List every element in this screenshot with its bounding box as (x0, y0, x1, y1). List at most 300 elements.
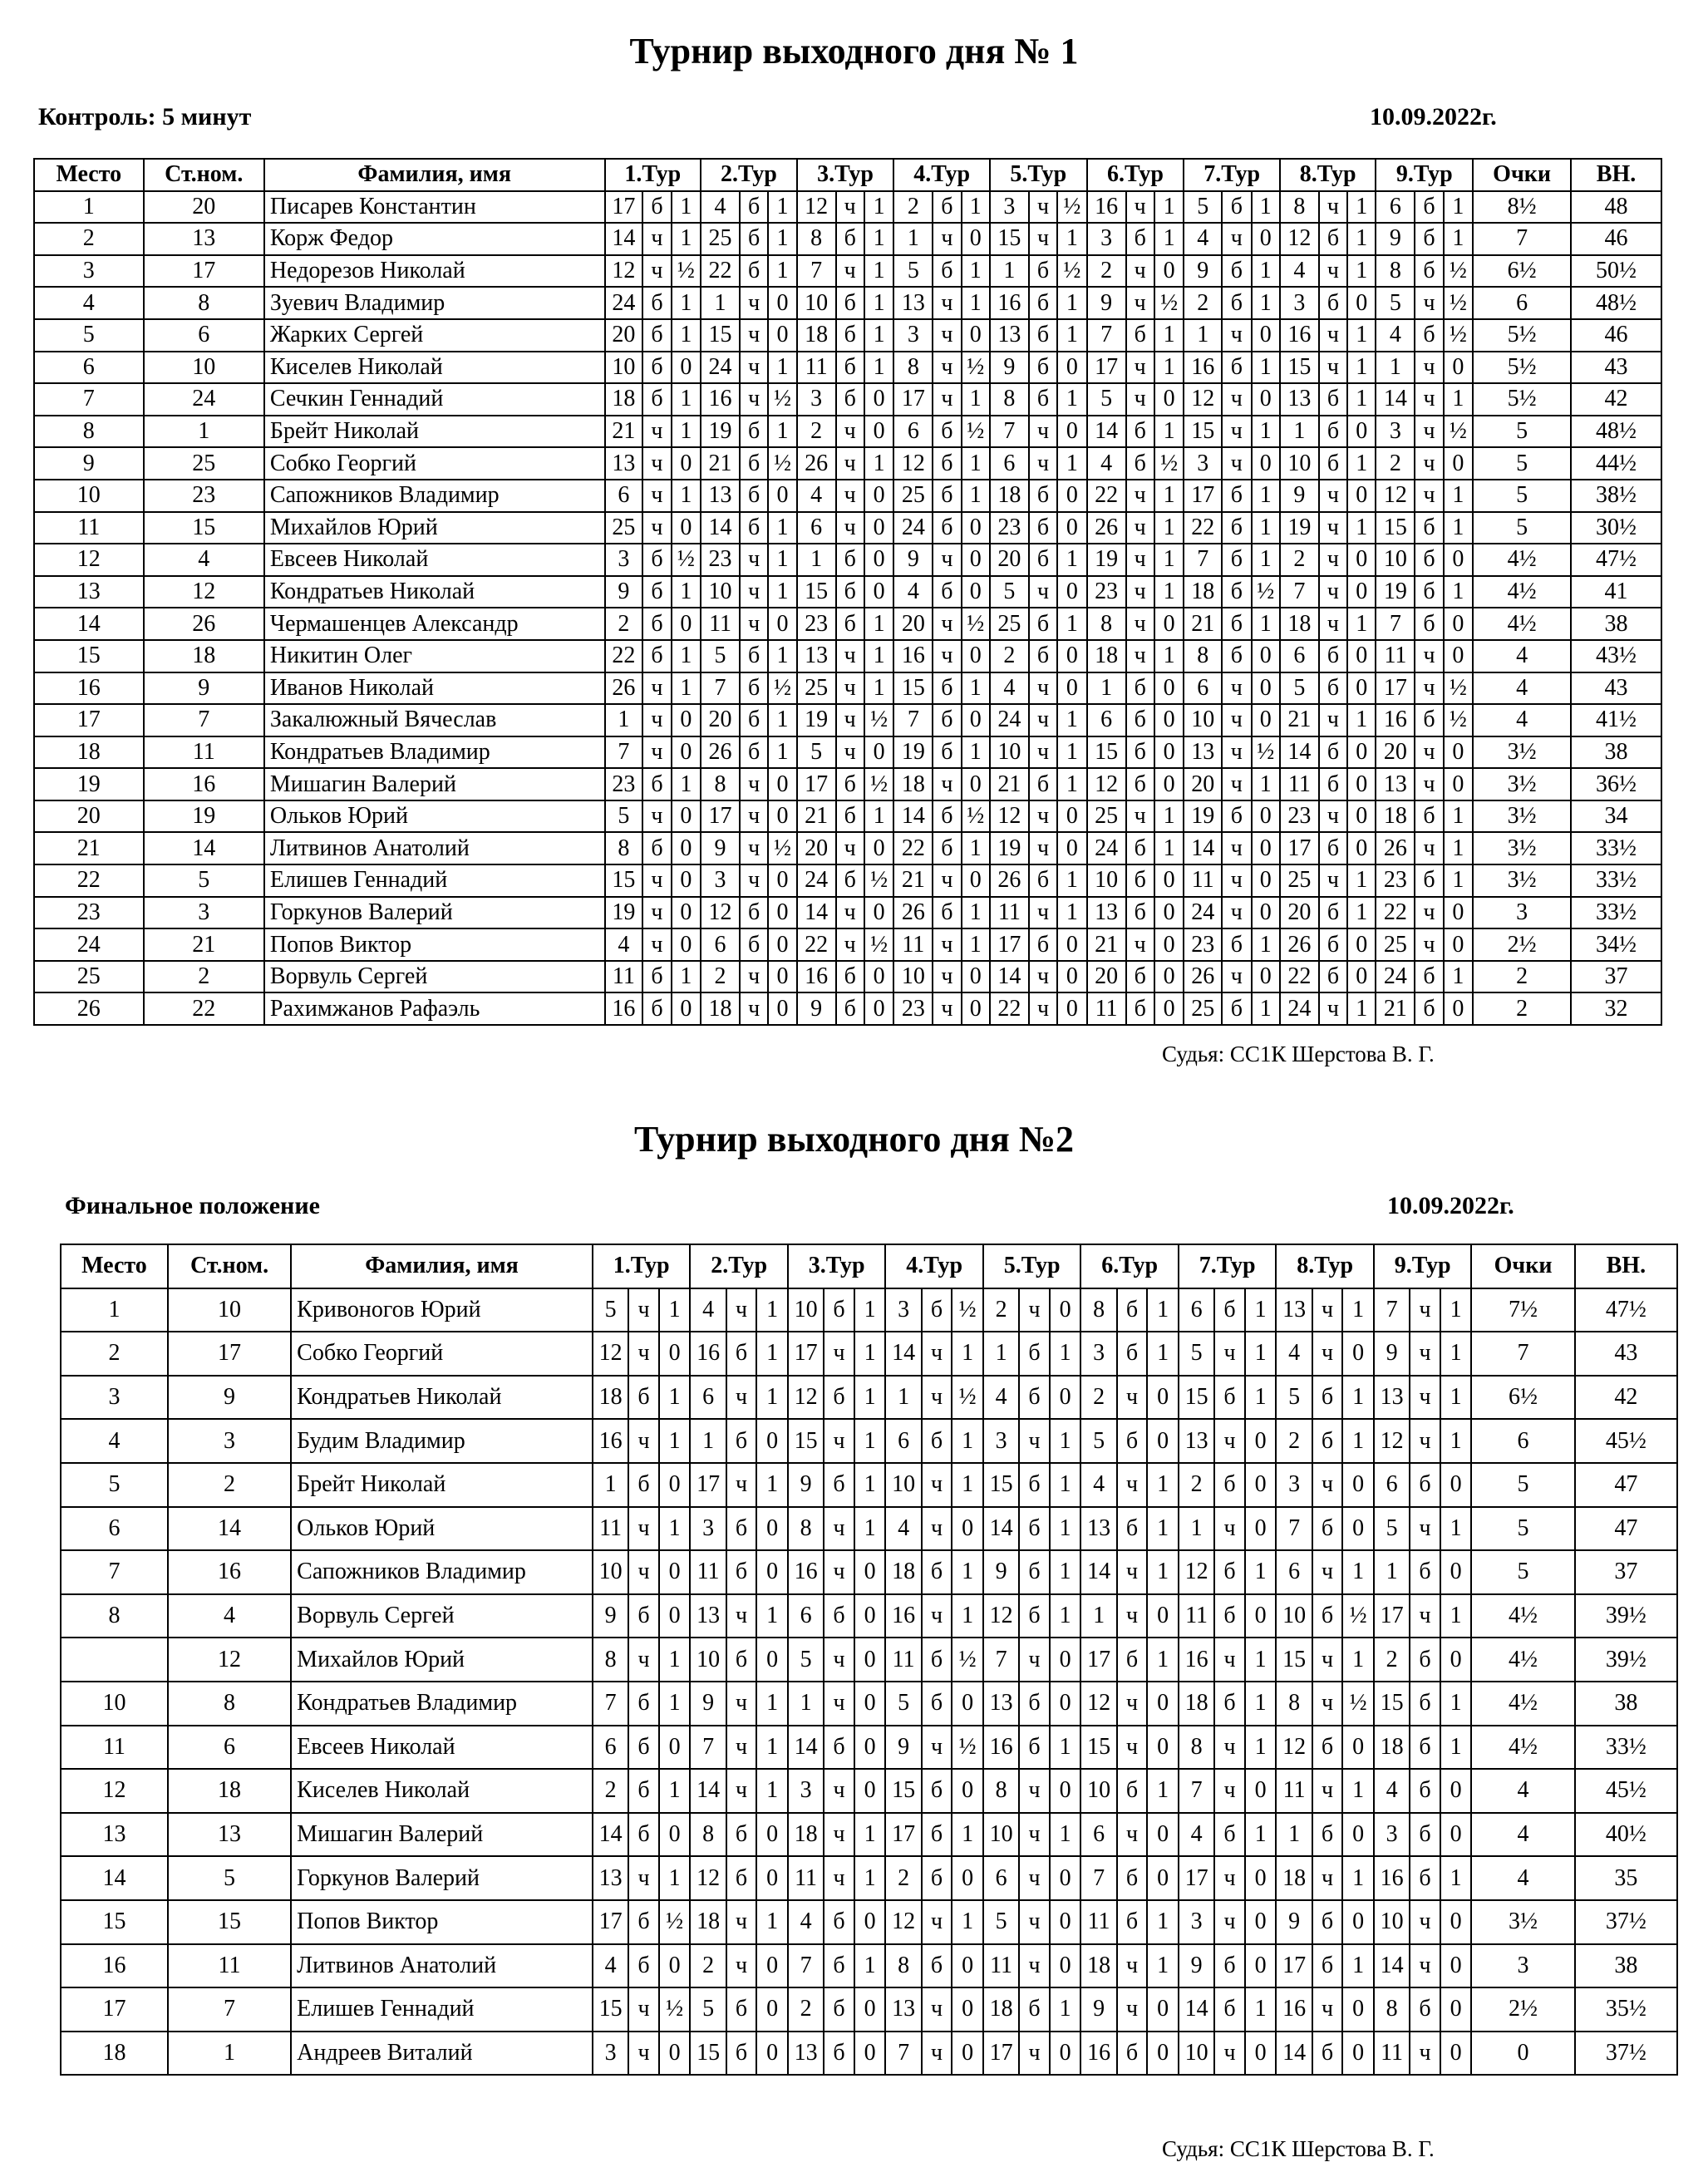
opponent-cell: 8 (690, 1813, 726, 1857)
result-cell: 1 (854, 1463, 886, 1507)
opponent-cell: 2 (1276, 1419, 1312, 1463)
opponent-cell: 26 (1087, 512, 1126, 544)
opponent-cell: 14 (1080, 1550, 1116, 1594)
color-cell: ч (1019, 1288, 1050, 1332)
opponent-cell: 21 (1184, 608, 1222, 640)
color-cell: ч (1117, 1463, 1148, 1507)
place-cell: 18 (61, 2032, 168, 2076)
color-cell: б (1319, 223, 1347, 255)
opponent-cell: 13 (605, 447, 643, 480)
result-cell: 0 (768, 992, 796, 1025)
result-cell: 1 (1440, 1856, 1472, 1900)
result-cell: 0 (864, 544, 893, 576)
color-cell: б (933, 576, 961, 608)
color-cell: ч (1214, 2032, 1245, 2076)
opponent-cell: 11 (1184, 864, 1222, 897)
color-cell: ч (933, 768, 961, 800)
player-name-cell: Литвинов Анатолий (264, 832, 605, 864)
table-row (34, 704, 1661, 736)
opponent-cell: 19 (1376, 576, 1415, 608)
place-cell: 23 (34, 897, 144, 929)
color-cell: ч (1312, 1288, 1343, 1332)
result-cell: 1 (1057, 608, 1086, 640)
opponent-cell: 10 (690, 1638, 726, 1682)
column-header: Фамилия, имя (291, 1244, 593, 1288)
result-cell: 1 (864, 800, 893, 833)
opponent-cell: 13 (1179, 1419, 1214, 1463)
color-cell: ч (1415, 447, 1443, 480)
result-cell: 1 (1342, 1638, 1374, 1682)
color-cell: б (933, 447, 961, 480)
opponent-cell: 6 (1184, 672, 1222, 705)
color-cell: ч (1126, 800, 1154, 833)
tiebreak-cell: 37½ (1575, 1900, 1677, 1944)
color-cell: ч (836, 416, 864, 448)
result-cell: 0 (1154, 928, 1184, 961)
result-cell: 1 (854, 1376, 886, 1420)
color-cell: ч (1126, 480, 1154, 512)
opponent-cell: 13 (593, 1856, 628, 1900)
table-row (34, 768, 1661, 800)
color-cell: ч (1126, 928, 1154, 961)
result-cell: 0 (1154, 736, 1184, 769)
result-cell: 0 (768, 768, 796, 800)
color-cell: ч (1214, 1900, 1245, 1944)
place-cell: 19 (34, 768, 144, 800)
result-cell: 0 (768, 961, 796, 993)
result-cell: 1 (1252, 352, 1280, 384)
column-header: Место (34, 159, 144, 191)
opponent-cell: 24 (1087, 832, 1126, 864)
player-name-cell: Елишев Геннадий (291, 1987, 593, 2032)
result-cell: 0 (1440, 1463, 1472, 1507)
points-cell: 5 (1473, 447, 1571, 480)
opponent-cell: 26 (990, 864, 1029, 897)
opponent-cell: 8 (983, 1769, 1019, 1813)
result-cell: 0 (1347, 768, 1376, 800)
color-cell: ч (1319, 992, 1347, 1025)
result-cell: 0 (659, 1813, 691, 1857)
opponent-cell: 17 (1179, 1856, 1214, 1900)
tiebreak-cell: 48½ (1571, 416, 1661, 448)
color-cell: б (933, 416, 961, 448)
color-cell: б (1415, 992, 1443, 1025)
color-cell: б (1410, 1856, 1440, 1900)
table-row (61, 1463, 1677, 1507)
result-cell: 1 (1245, 1726, 1277, 1770)
start-number-cell: 8 (144, 287, 264, 319)
result-cell: 1 (659, 1682, 691, 1726)
opponent-cell: 17 (1087, 352, 1126, 384)
result-cell: ½ (768, 672, 796, 705)
result-cell: 0 (1252, 383, 1280, 416)
opponent-cell: 12 (885, 1900, 921, 1944)
color-cell: ч (642, 223, 671, 255)
result-cell: 1 (1050, 1332, 1081, 1376)
tournament-2-title: Турнир выходного дня №2 (633, 1119, 1075, 1160)
opponent-cell: 22 (605, 640, 643, 672)
player-name-cell: Горкунов Валерий (264, 897, 605, 929)
result-cell: 0 (1057, 640, 1086, 672)
start-number-cell: 21 (144, 928, 264, 961)
color-cell: ч (1029, 223, 1057, 255)
result-cell: ½ (962, 352, 990, 384)
result-cell: 0 (1347, 640, 1376, 672)
points-cell: 3 (1471, 1944, 1574, 1988)
color-cell: б (740, 736, 768, 769)
result-cell: 0 (1444, 768, 1473, 800)
color-cell: б (836, 864, 864, 897)
result-cell: 1 (1440, 1332, 1472, 1376)
color-cell: ч (1415, 672, 1443, 705)
color-cell: ч (836, 447, 864, 480)
opponent-cell: 16 (990, 287, 1029, 319)
result-cell: ½ (768, 447, 796, 480)
result-cell: 1 (1342, 1288, 1374, 1332)
opponent-cell: 7 (1276, 1507, 1312, 1551)
opponent-cell: 6 (797, 512, 836, 544)
color-cell: б (1312, 1594, 1343, 1638)
opponent-cell: 4 (1280, 255, 1319, 288)
result-cell: 0 (962, 576, 990, 608)
color-cell: б (824, 1900, 854, 1944)
result-cell: 1 (1347, 191, 1376, 224)
result-cell: 1 (864, 608, 893, 640)
opponent-cell: 16 (593, 1419, 628, 1463)
color-cell: ч (628, 2032, 659, 2076)
table-row (61, 1419, 1677, 1463)
player-name-cell: Горкунов Валерий (291, 1856, 593, 1900)
color-cell: б (1019, 1332, 1050, 1376)
points-cell: 5 (1471, 1507, 1574, 1551)
opponent-cell: 23 (1376, 864, 1415, 897)
color-cell: ч (740, 992, 768, 1025)
result-cell: 0 (864, 383, 893, 416)
opponent-cell: 23 (1087, 576, 1126, 608)
opponent-cell: 7 (593, 1682, 628, 1726)
color-cell: б (922, 1419, 952, 1463)
opponent-cell: 7 (1184, 544, 1222, 576)
color-cell: б (1410, 1769, 1440, 1813)
opponent-cell: 12 (1280, 223, 1319, 255)
color-cell: ч (1117, 1813, 1148, 1857)
opponent-cell: 21 (797, 800, 836, 833)
result-cell: 1 (1057, 319, 1086, 352)
opponent-cell: 20 (701, 704, 740, 736)
opponent-cell: 5 (893, 255, 933, 288)
result-cell: 1 (672, 223, 701, 255)
start-number-cell: 3 (144, 897, 264, 929)
color-cell: ч (1126, 352, 1154, 384)
result-cell: ½ (1444, 319, 1473, 352)
opponent-cell: 22 (1087, 480, 1126, 512)
result-cell: 0 (1245, 1594, 1277, 1638)
opponent-cell: 2 (690, 1944, 726, 1988)
color-cell: б (1019, 1987, 1050, 2032)
result-cell: 0 (952, 1682, 983, 1726)
color-cell: б (1029, 512, 1057, 544)
result-cell: 1 (1154, 576, 1184, 608)
table-row (34, 191, 1661, 224)
opponent-cell: 21 (990, 768, 1029, 800)
color-cell: ч (642, 928, 671, 961)
color-cell: б (922, 1288, 952, 1332)
color-cell: ч (740, 832, 768, 864)
result-cell: 0 (1057, 800, 1086, 833)
opponent-cell: 18 (690, 1900, 726, 1944)
opponent-cell: 9 (1276, 1900, 1312, 1944)
start-number-cell: 10 (168, 1288, 291, 1332)
result-cell: 1 (864, 287, 893, 319)
player-name-cell: Ворвуль Сергей (291, 1594, 593, 1638)
points-cell: 5½ (1473, 383, 1571, 416)
color-cell: б (1312, 2032, 1343, 2076)
table-row (34, 416, 1661, 448)
color-cell: ч (933, 352, 961, 384)
color-cell: б (1126, 864, 1154, 897)
color-cell: б (1222, 544, 1251, 576)
column-header: Ст.ном. (168, 1244, 291, 1288)
color-cell: ч (1415, 383, 1443, 416)
opponent-cell: 24 (893, 512, 933, 544)
opponent-cell: 20 (1087, 961, 1126, 993)
opponent-cell: 5 (1080, 1419, 1116, 1463)
color-cell: б (1410, 1638, 1440, 1682)
result-cell: ½ (1444, 255, 1473, 288)
color-cell: ч (933, 928, 961, 961)
color-cell: ч (628, 1856, 659, 1900)
result-cell: 1 (1347, 608, 1376, 640)
color-cell: б (726, 1856, 757, 1900)
opponent-cell: 12 (990, 800, 1029, 833)
place-cell: 8 (61, 1594, 168, 1638)
color-cell: б (642, 961, 671, 993)
opponent-cell: 19 (797, 704, 836, 736)
opponent-cell: 12 (701, 897, 740, 929)
result-cell: 0 (864, 897, 893, 929)
color-cell: ч (1222, 383, 1251, 416)
color-cell: б (1415, 512, 1443, 544)
result-cell: 1 (864, 672, 893, 705)
result-cell: 0 (672, 352, 701, 384)
table-row (61, 1813, 1677, 1857)
opponent-cell: 16 (983, 1726, 1019, 1770)
opponent-cell: 6 (605, 480, 643, 512)
place-cell: 17 (34, 704, 144, 736)
result-cell: 1 (1252, 255, 1280, 288)
color-cell: ч (1117, 1987, 1148, 2032)
opponent-cell: 13 (990, 319, 1029, 352)
result-cell: ½ (1252, 736, 1280, 769)
opponent-cell: 14 (1376, 383, 1415, 416)
result-cell: 0 (1252, 319, 1280, 352)
result-cell: 1 (659, 1419, 691, 1463)
result-cell: 1 (1154, 352, 1184, 384)
result-cell: 1 (1440, 1288, 1472, 1332)
opponent-cell: 14 (797, 897, 836, 929)
result-cell: 0 (1050, 1944, 1081, 1988)
color-cell: б (740, 672, 768, 705)
color-cell: б (1029, 640, 1057, 672)
tournament-2-date: 10.09.2022г. (1387, 1192, 1514, 1219)
color-cell: ч (1117, 1376, 1148, 1420)
result-cell: 1 (756, 1900, 788, 1944)
result-cell: 1 (768, 512, 796, 544)
color-cell: ч (1415, 736, 1443, 769)
tiebreak-cell: 47 (1575, 1507, 1677, 1551)
place-cell: 6 (61, 1507, 168, 1551)
opponent-cell: 14 (990, 961, 1029, 993)
tiebreak-cell: 38 (1575, 1944, 1677, 1988)
tiebreak-cell: 37 (1571, 961, 1661, 993)
table-row (34, 800, 1661, 833)
result-cell: 1 (1050, 1813, 1081, 1857)
opponent-cell: 10 (1087, 864, 1126, 897)
color-cell: б (1415, 223, 1443, 255)
color-cell: б (1415, 704, 1443, 736)
opponent-cell: 22 (1184, 512, 1222, 544)
result-cell: 1 (1245, 1376, 1277, 1420)
points-cell: 4 (1473, 640, 1571, 672)
color-cell: б (1312, 1376, 1343, 1420)
player-name-cell: Писарев Константин (264, 191, 605, 224)
opponent-cell: 17 (605, 191, 643, 224)
color-cell: б (1117, 1332, 1148, 1376)
opponent-cell: 17 (990, 928, 1029, 961)
result-cell: 1 (854, 1507, 886, 1551)
opponent-cell: 15 (797, 576, 836, 608)
tiebreak-cell: 37 (1575, 1550, 1677, 1594)
color-cell: ч (1222, 768, 1251, 800)
opponent-cell: 4 (885, 1507, 921, 1551)
color-cell: б (726, 1550, 757, 1594)
column-header: Очки (1473, 159, 1571, 191)
result-cell: 1 (1057, 544, 1086, 576)
result-cell: 1 (854, 1332, 886, 1376)
opponent-cell: 2 (990, 640, 1029, 672)
result-cell: ½ (952, 1638, 983, 1682)
color-cell: ч (1410, 1376, 1440, 1420)
color-cell: б (726, 1987, 757, 2032)
opponent-cell: 18 (1184, 576, 1222, 608)
opponent-cell: 15 (1280, 352, 1319, 384)
opponent-cell: 7 (605, 736, 643, 769)
opponent-cell: 10 (1276, 1594, 1312, 1638)
result-cell: 1 (1347, 512, 1376, 544)
player-name-cell: Кондратьев Николай (264, 576, 605, 608)
color-cell: б (1117, 1288, 1148, 1332)
opponent-cell: 2 (593, 1769, 628, 1813)
result-cell: 0 (672, 608, 701, 640)
color-cell: б (740, 191, 768, 224)
color-cell: ч (1117, 1594, 1148, 1638)
color-cell: б (1319, 961, 1347, 993)
points-cell: 4 (1471, 1769, 1574, 1813)
result-cell: 0 (672, 992, 701, 1025)
opponent-cell: 7 (1179, 1769, 1214, 1813)
result-cell: 0 (659, 1726, 691, 1770)
player-name-cell: Михайлов Юрий (264, 512, 605, 544)
color-cell: б (1019, 1594, 1050, 1638)
opponent-cell: 3 (797, 383, 836, 416)
color-cell: ч (1019, 1944, 1050, 1988)
start-number-cell: 24 (144, 383, 264, 416)
opponent-cell: 1 (690, 1419, 726, 1463)
color-cell: б (1019, 1726, 1050, 1770)
opponent-cell: 22 (893, 832, 933, 864)
opponent-cell: 18 (1179, 1682, 1214, 1726)
opponent-cell: 23 (1280, 800, 1319, 833)
place-cell: 18 (34, 736, 144, 769)
result-cell: 1 (1057, 897, 1086, 929)
result-cell: 0 (952, 1987, 983, 2032)
points-cell: 3½ (1473, 800, 1571, 833)
result-cell: 0 (1440, 1638, 1472, 1682)
opponent-cell: 21 (893, 864, 933, 897)
table-row (61, 1944, 1677, 1988)
color-cell: б (1319, 416, 1347, 448)
color-cell: б (836, 352, 864, 384)
opponent-cell: 3 (990, 191, 1029, 224)
color-cell: ч (1312, 1463, 1343, 1507)
place-cell: 14 (34, 608, 144, 640)
start-number-cell: 4 (144, 544, 264, 576)
result-cell: 1 (1347, 383, 1376, 416)
opponent-cell: 11 (701, 608, 740, 640)
opponent-cell: 9 (788, 1463, 824, 1507)
result-cell: 1 (1245, 1638, 1277, 1682)
result-cell: 0 (1057, 512, 1086, 544)
points-cell: 2 (1473, 992, 1571, 1025)
result-cell: 0 (756, 1419, 788, 1463)
tiebreak-cell: 33½ (1571, 832, 1661, 864)
color-cell: б (740, 480, 768, 512)
color-cell: ч (1415, 640, 1443, 672)
result-cell: 0 (756, 1550, 788, 1594)
color-cell: б (836, 319, 864, 352)
color-cell: ч (1312, 1769, 1343, 1813)
points-cell: 5 (1473, 416, 1571, 448)
start-number-cell: 2 (144, 961, 264, 993)
result-cell: ½ (672, 255, 701, 288)
color-cell: б (1312, 1507, 1343, 1551)
player-name-cell: Брейт Николай (291, 1463, 593, 1507)
opponent-cell: 8 (1374, 1987, 1410, 2032)
opponent-cell: 25 (990, 608, 1029, 640)
color-cell: ч (1415, 287, 1443, 319)
player-name-cell: Брейт Николай (264, 416, 605, 448)
color-cell: ч (726, 1288, 757, 1332)
color-cell: б (836, 544, 864, 576)
opponent-cell: 26 (701, 736, 740, 769)
color-cell: б (642, 383, 671, 416)
opponent-cell: 15 (690, 2032, 726, 2076)
color-cell: б (642, 191, 671, 224)
result-cell: 1 (864, 223, 893, 255)
start-number-cell: 18 (168, 1769, 291, 1813)
opponent-cell: 8 (990, 383, 1029, 416)
result-cell: 0 (854, 1594, 886, 1638)
start-number-cell: 19 (144, 800, 264, 833)
start-number-cell: 18 (144, 640, 264, 672)
player-name-cell: Жарких Сергей (264, 319, 605, 352)
player-name-cell: Ольков Юрий (264, 800, 605, 833)
result-cell: 1 (1050, 1463, 1081, 1507)
color-cell: б (740, 447, 768, 480)
result-cell: 1 (952, 1813, 983, 1857)
opponent-cell: 11 (1080, 1900, 1116, 1944)
opponent-cell: 6 (885, 1419, 921, 1463)
